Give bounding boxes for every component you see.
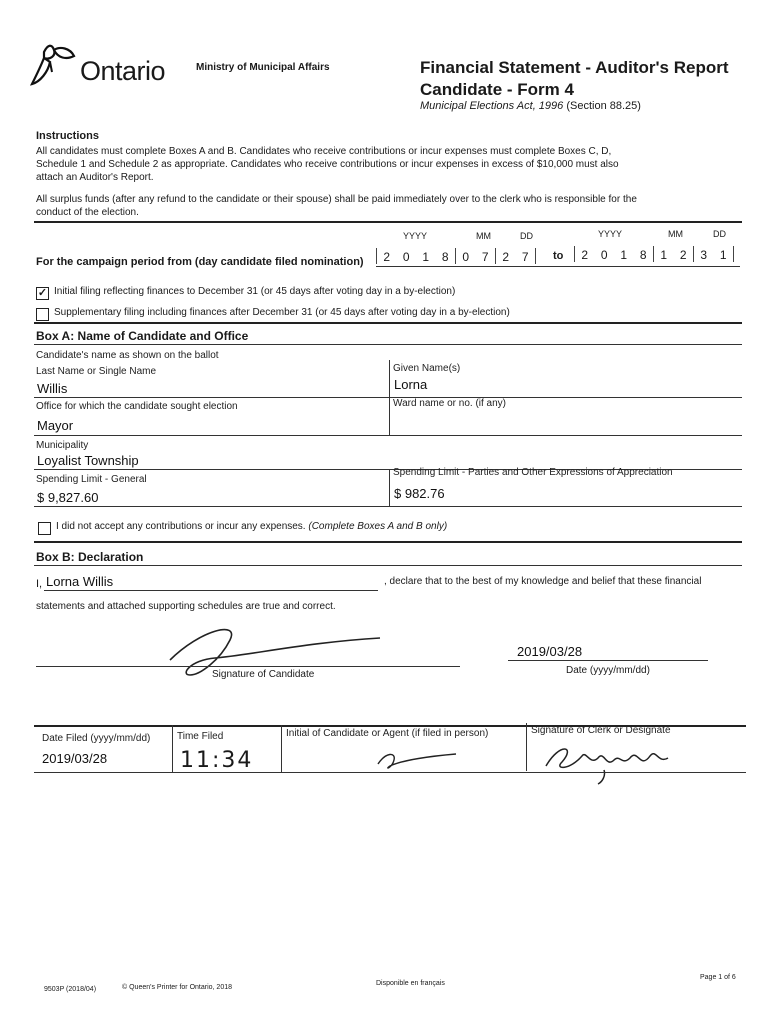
office-label: Office for which the candidate sought election <box>36 401 238 412</box>
period-to-date <box>574 246 734 262</box>
spending-limit-parties-label: Spending Limit - Parties and Other Expressions of Appreciation <box>393 467 673 478</box>
initial-filing-label: Initial filing reflecting finances to December 31 (or 45 days after voting day in a by-election) <box>54 286 456 297</box>
time-filed-label: Time Filed <box>177 731 224 742</box>
from-digit: 2 <box>376 248 397 264</box>
ontario-logo <box>30 42 180 92</box>
instructions-para1-line1: All candidates must complete Boxes A and B. Candidates who receive contributions or incur expenses must complete Boxes C, D, <box>36 146 612 157</box>
office-value[interactable]: Mayor <box>37 418 74 433</box>
instructions-para1-line3: attach an Auditor's Report. <box>36 172 154 183</box>
instructions-para2-line1: All surplus funds (after any refund to the candidate or their spouse) shall be paid immediately over to the clerk who is responsible for the <box>36 194 637 205</box>
spending-limit-general-label: Spending Limit - General <box>36 474 147 485</box>
no-contributions-text: I did not accept any contributions or incur any expenses. <box>56 521 306 532</box>
clerk-signature <box>540 736 680 786</box>
from-digit: 7 <box>521 250 529 264</box>
supplementary-filing-checkbox[interactable] <box>36 308 49 321</box>
to-digit: 0 <box>600 248 608 262</box>
to-digit: 1 <box>620 248 628 262</box>
to-digit: 3 <box>693 246 714 262</box>
trillium-icon <box>30 42 78 92</box>
divider <box>34 221 742 223</box>
period-label: For the campaign period from (day candidate filed nomination) <box>36 256 364 268</box>
period-hdr-dd-to: DD <box>713 229 726 239</box>
declaration-text-line2: statements and attached supporting schedules are true and correct. <box>36 601 336 612</box>
declarant-underline <box>44 590 378 591</box>
divider <box>389 469 390 507</box>
declaration-date[interactable]: 2019/03/28 <box>517 644 583 659</box>
no-contributions-label <box>56 521 447 532</box>
signature-of-candidate-label: Signature of Candidate <box>212 669 315 680</box>
form-code: 9503P (2018/04) <box>44 986 97 993</box>
divider <box>34 541 742 543</box>
from-digit: 2 <box>495 248 516 264</box>
divider <box>34 344 742 345</box>
municipality-value[interactable]: Loyalist Township <box>37 453 139 468</box>
no-contributions-checkbox[interactable] <box>38 522 51 535</box>
from-digit: 0 <box>402 250 410 264</box>
from-digit: 7 <box>481 250 489 264</box>
divider <box>34 322 742 324</box>
period-hdr-mm-to: MM <box>668 229 683 239</box>
time-filed-value[interactable]: 11:34 <box>180 748 254 773</box>
period-hdr-mm-from: MM <box>476 231 491 241</box>
ontario-wordmark: Ontario <box>80 56 166 86</box>
from-digit: 1 <box>422 250 430 264</box>
act-reference <box>420 100 641 112</box>
divider <box>34 397 742 398</box>
divider <box>34 506 742 507</box>
period-hdr-dd-from: DD <box>520 231 533 241</box>
last-name-label: Last Name or Single Name <box>36 366 157 377</box>
instructions-para2-line2: conduct of the election. <box>36 207 139 218</box>
period-from-date <box>376 248 536 264</box>
divider <box>172 725 173 773</box>
to-digit: 1 <box>719 248 727 262</box>
date-line <box>508 660 708 661</box>
act-section: (Section 88.25) <box>566 100 641 112</box>
given-name-label: Given Name(s) <box>393 363 461 374</box>
from-digit: 8 <box>441 250 449 264</box>
box-b-title: Box B: Declaration <box>36 550 144 564</box>
divider <box>526 723 527 771</box>
to-digit: 2 <box>574 246 595 262</box>
divider <box>34 565 742 566</box>
spending-limit-general-value[interactable]: $ 9,827.60 <box>37 490 99 505</box>
initial-signature <box>372 744 462 774</box>
initial-filing-checkbox[interactable]: ✓ <box>37 287 48 299</box>
divider <box>34 772 746 773</box>
to-digit: 2 <box>679 248 687 262</box>
french-availability: Disponible en français <box>376 980 445 987</box>
clerk-signature-label: Signature of Clerk or Designate <box>531 725 671 736</box>
no-contributions-note: (Complete Boxes A and B only) <box>308 521 448 532</box>
instructions-para1-line2: Schedule 1 and Schedule 2 as appropriate. Candidates who receive contributions or incur expenses in excess of $10,000 must also <box>36 159 619 170</box>
date-filed-label: Date Filed (yyyy/mm/dd) <box>42 733 151 744</box>
form-title-line2: Candidate - Form 4 <box>420 80 574 99</box>
declaration-date-label: Date (yyyy/mm/dd) <box>566 665 650 676</box>
last-name-value[interactable]: Willis <box>37 381 68 396</box>
period-underline <box>376 266 740 267</box>
box-a-title: Box A: Name of Candidate and Office <box>36 329 249 343</box>
from-digit: 0 <box>455 248 476 264</box>
to-digit: 8 <box>639 248 647 262</box>
ward-label: Ward name or no. (if any) <box>393 398 507 409</box>
instructions-heading: Instructions <box>36 130 99 142</box>
declaration-i: I, <box>36 578 43 590</box>
to-digit-end <box>733 246 734 262</box>
divider <box>389 397 390 435</box>
divider <box>389 360 390 398</box>
declaration-text: , declare that to the best of my knowledge and belief that these financial <box>384 576 702 587</box>
signature-line <box>36 666 460 667</box>
supplementary-filing-label: Supplementary filing including finances after December 31 (or 45 days after voting day in a by-election) <box>54 307 510 318</box>
declarant-name[interactable]: Lorna Willis <box>46 574 114 589</box>
to-digit: 1 <box>653 246 674 262</box>
form-title-line1: Financial Statement - Auditor's Report <box>420 58 729 77</box>
given-name-value[interactable]: Lorna <box>394 377 428 392</box>
divider <box>34 435 742 436</box>
spending-limit-parties-value[interactable]: $ 982.76 <box>394 486 445 501</box>
candidate-name-note: Candidate's name as shown on the ballot <box>36 350 219 361</box>
queens-printer: © Queen's Printer for Ontario, 2018 <box>122 984 232 991</box>
municipality-label: Municipality <box>36 440 89 451</box>
period-hdr-yyyy-to: YYYY <box>598 229 623 239</box>
initial-of-candidate-label: Initial of Candidate or Agent (if filed in person) <box>286 728 489 739</box>
act-name: Municipal Elections Act, 1996 <box>420 100 564 112</box>
period-hdr-yyyy-from: YYYY <box>403 231 428 241</box>
date-filed-value[interactable]: 2019/03/28 <box>42 751 108 766</box>
from-digit-end <box>535 248 536 264</box>
period-to-label: to <box>553 250 564 262</box>
divider <box>281 725 282 773</box>
page-number: Page 1 of 6 <box>700 974 736 981</box>
ministry-name: Ministry of Municipal Affairs <box>196 62 330 73</box>
